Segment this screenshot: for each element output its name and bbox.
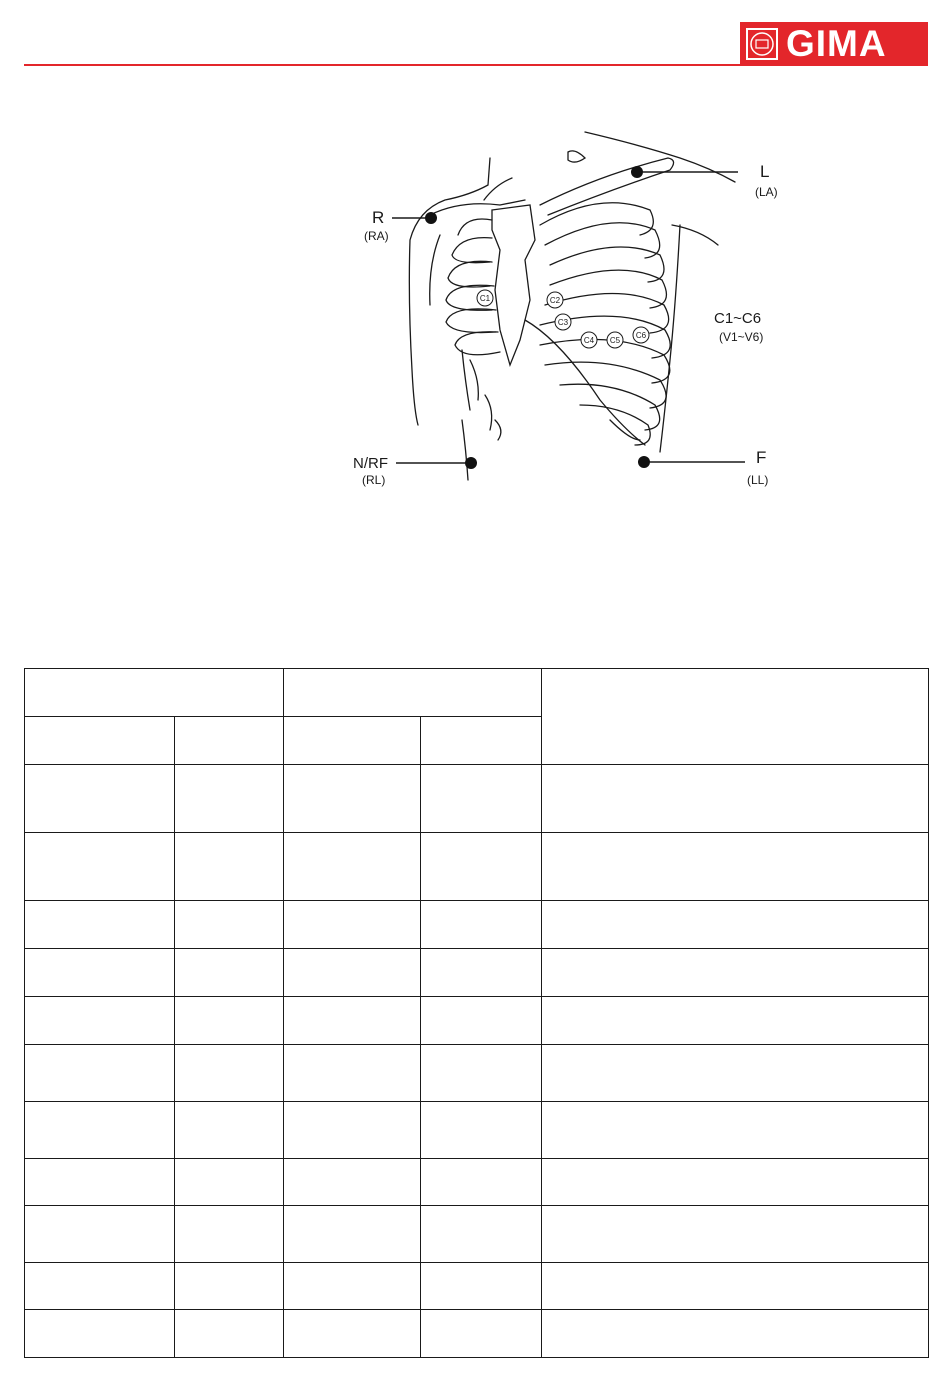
table-cell <box>284 1102 421 1159</box>
electrode-ra-label: R <box>372 208 385 227</box>
chest-point-c4 <box>581 332 597 348</box>
table-subheader-cell <box>175 717 284 765</box>
table-cell <box>542 901 929 949</box>
table-cell <box>542 1045 929 1102</box>
table-cell <box>284 1045 421 1102</box>
table-cell <box>25 765 175 833</box>
svg-text:C5: C5 <box>609 336 621 345</box>
table-cell <box>284 1263 421 1310</box>
table-row <box>25 833 929 901</box>
table-cell <box>421 949 542 997</box>
electrode-placement-diagram <box>0 0 950 640</box>
table-row <box>25 1159 929 1206</box>
table-row <box>25 1263 929 1310</box>
table-cell <box>542 1206 929 1263</box>
table-cell <box>175 1206 284 1263</box>
table-cell <box>421 1310 542 1358</box>
table-cell <box>175 997 284 1045</box>
chest-leads-label: C1~C6 <box>714 310 762 327</box>
table-cell <box>25 1102 175 1159</box>
table-cell <box>284 765 421 833</box>
chest-point-c2 <box>547 292 563 308</box>
electrode-ll-label: F <box>756 448 767 467</box>
table-cell <box>542 765 929 833</box>
table-cell <box>175 1310 284 1358</box>
table-header-cell <box>542 669 929 765</box>
table-cell <box>25 901 175 949</box>
table-cell <box>284 1206 421 1263</box>
table-cell <box>421 1045 542 1102</box>
table-cell <box>284 901 421 949</box>
table-cell <box>542 1263 929 1310</box>
table-row <box>25 1102 929 1159</box>
lead-table <box>24 668 929 1358</box>
table-subheader-cell <box>25 717 175 765</box>
table-cell <box>25 1045 175 1102</box>
table-row <box>25 1045 929 1102</box>
chest-point-c5 <box>607 332 623 348</box>
svg-text:C4: C4 <box>583 336 595 345</box>
table-cell <box>284 1159 421 1206</box>
svg-text:C3: C3 <box>557 318 569 327</box>
table-cell <box>421 1159 542 1206</box>
table-row <box>25 1310 929 1358</box>
electrode-rl-label: N/RF <box>353 455 388 472</box>
table-cell <box>25 833 175 901</box>
table-cell <box>175 765 284 833</box>
table-cell <box>175 833 284 901</box>
table-cell <box>25 997 175 1045</box>
electrode-ll <box>638 448 768 487</box>
chest-point-c1 <box>477 290 493 306</box>
table-cell <box>421 765 542 833</box>
electrode-la-sublabel: (LA) <box>755 185 778 199</box>
table-cell <box>175 1263 284 1310</box>
table-cell <box>421 1206 542 1263</box>
table-row <box>25 765 929 833</box>
table-cell <box>25 1206 175 1263</box>
table-cell <box>25 949 175 997</box>
table-cell <box>542 997 929 1045</box>
table-cell <box>542 1159 929 1206</box>
table-cell <box>421 833 542 901</box>
svg-text:C2: C2 <box>549 296 561 305</box>
electrode-rl <box>353 455 477 487</box>
table-cell <box>284 997 421 1045</box>
chest-point-c6 <box>633 327 649 343</box>
table-cell <box>421 1102 542 1159</box>
svg-text:C1: C1 <box>479 294 491 303</box>
table-cell <box>175 1045 284 1102</box>
table-cell <box>175 949 284 997</box>
torso-outline <box>409 132 735 480</box>
table-cell <box>25 1159 175 1206</box>
table-subheader-cell <box>421 717 542 765</box>
electrode-ra-sublabel: (RA) <box>364 229 389 243</box>
table-cell <box>284 833 421 901</box>
table-cell <box>284 949 421 997</box>
table-cell <box>421 997 542 1045</box>
table-cell <box>542 833 929 901</box>
logo-wordmark: GIMA <box>786 23 887 64</box>
table-row <box>25 949 929 997</box>
table-cell <box>175 1102 284 1159</box>
table-cell <box>421 901 542 949</box>
electrode-ra <box>364 208 437 243</box>
table-row <box>25 997 929 1045</box>
electrode-ll-sublabel: (LL) <box>747 473 769 487</box>
table-row <box>25 901 929 949</box>
table-header-row <box>25 669 929 717</box>
table-cell <box>284 1310 421 1358</box>
table-cell <box>25 1263 175 1310</box>
electrode-rl-sublabel: (RL) <box>362 473 386 487</box>
table-cell <box>542 949 929 997</box>
table-cell <box>542 1102 929 1159</box>
chest-point-c3 <box>555 314 571 330</box>
table-cell <box>542 1310 929 1358</box>
table-cell <box>175 1159 284 1206</box>
table-header-cell <box>284 669 542 717</box>
svg-text:C6: C6 <box>635 331 647 340</box>
table-header-cell <box>25 669 284 717</box>
chest-leads-sublabel: (V1~V6) <box>719 330 764 344</box>
electrode-la-label: L <box>760 162 770 181</box>
table-subheader-cell <box>284 717 421 765</box>
table-cell <box>25 1310 175 1358</box>
table-cell <box>421 1263 542 1310</box>
electrode-chest-legend <box>714 310 763 344</box>
table-cell <box>175 901 284 949</box>
table-row <box>25 1206 929 1263</box>
